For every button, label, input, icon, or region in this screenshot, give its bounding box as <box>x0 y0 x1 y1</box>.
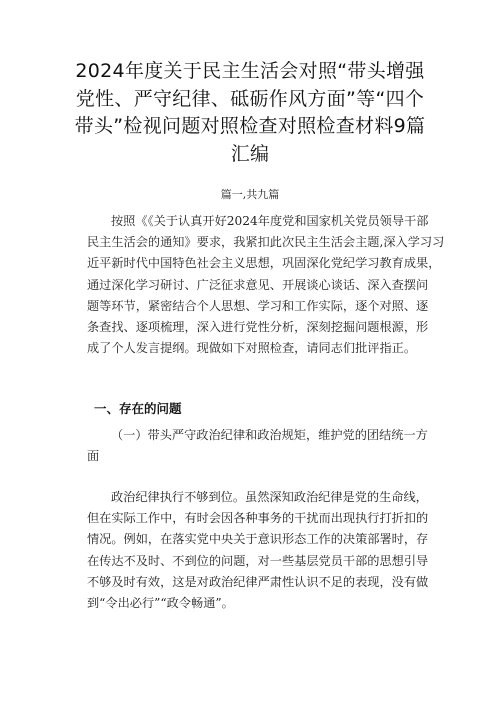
paragraph-line: （一）带头严守政治纪律和政治规矩，维护党的团结统一方 <box>111 428 428 442</box>
paragraph-line: 面 <box>87 449 100 464</box>
document-subtitle: 篇一,共九篇 <box>220 188 280 201</box>
title-line: 带头”检视问题对照检查对照检查材料9篇 <box>74 115 426 137</box>
paragraph-line: 成了个人发言提纲。现做如下对照检查，请同志们批评指正。 <box>87 341 417 356</box>
paragraph-line: 不够及时有效，这是对政治纪律严肃性认识不足的表现，没有做 <box>87 574 429 589</box>
paragraph-line: 在传达不及时、不到位的问题，对一些基层党员干部的思想引导 <box>87 553 429 568</box>
paragraph-line: 题等环节，紧密结合个人思想、学习和工作实际，逐个对照、逐 <box>87 298 429 313</box>
paragraph-line: 情况。例如，在落实党中央关于意识形态工作的决策部署时，存 <box>87 532 429 547</box>
intro-paragraph <box>87 211 445 359</box>
title-line: 汇编 <box>230 142 270 165</box>
paragraph-line: 近平新时代中国特色社会主义思想，巩固深化党纪学习教育成果， <box>87 256 441 271</box>
body-paragraph <box>87 487 429 614</box>
paragraph-line: 民主生活会的通知》要求，我紧扣此次民主生活会主题,深入学习习 <box>87 235 445 250</box>
section-heading: 一、存在的问题 <box>94 401 182 416</box>
title-line: 2024年度关于民主生活会对照“带头增强 <box>75 60 425 82</box>
paragraph-line: 按照《《关于认真开好2024年度党和国家机关党员领导干部 <box>111 214 429 228</box>
paragraph-line: 条查找、逐项梳理，深入进行党性分析，深刻挖掘问题根源，形 <box>87 320 429 335</box>
paragraph-line: 通过深化学习研讨、广泛征求意见、开展谈心谈话、深入查摆问 <box>87 277 429 292</box>
subsection-heading <box>87 425 428 467</box>
paragraph-line: 到“令出必行”“政令畅通”。 <box>87 596 234 611</box>
paragraph-line: 但在实际工作中，有时会因各种事务的干扰而出现执行打折扣的 <box>87 511 429 526</box>
document-title <box>60 58 440 168</box>
paragraph-line: 政治纪律执行不够到位。虽然深知政治纪律是党的生命线， <box>111 490 428 504</box>
title-line: 党性、严守纪律、砥砺作风方面”等“四个 <box>75 87 425 110</box>
